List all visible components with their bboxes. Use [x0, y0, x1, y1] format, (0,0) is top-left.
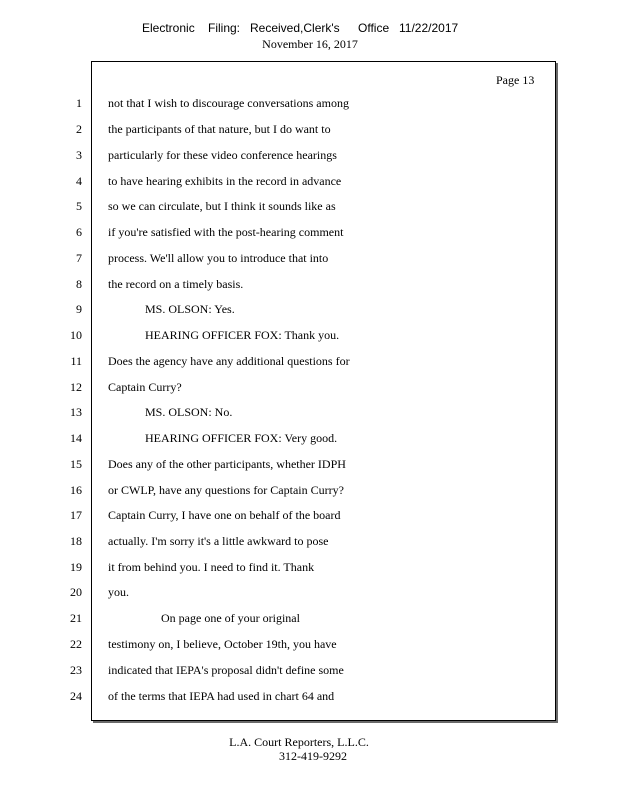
line-number: 19 [70, 560, 82, 574]
line-number: 14 [70, 431, 82, 445]
line-number: 24 [70, 689, 82, 703]
line-number: 6 [76, 225, 82, 239]
line-number: 10 [70, 328, 82, 342]
line-text: process. We'll allow you to introduce that into [108, 251, 329, 265]
line-text: MS. OLSON: No. [145, 405, 233, 419]
line-number: 1 [76, 96, 82, 110]
line-text: so we can circulate, but I think it sounds like as [108, 199, 336, 213]
line-number: 5 [76, 199, 82, 213]
line-number: 13 [70, 405, 82, 419]
line-text: MS. OLSON: Yes. [145, 302, 235, 316]
stamp-word: 11/22/2017 [399, 21, 459, 35]
stamp-word: Electronic [142, 21, 195, 35]
line-number: 23 [70, 663, 82, 677]
line-text: Does the agency have any additional questions for [108, 354, 350, 368]
line-number: 20 [70, 585, 82, 599]
filing-stamp [142, 21, 472, 37]
line-number: 8 [76, 277, 82, 291]
line-text: testimony on, I believe, October 19th, you have [108, 637, 337, 651]
line-number: 22 [70, 637, 82, 651]
line-text: Captain Curry, I have one on behalf of the board [108, 508, 341, 522]
page-number: Page 13 [496, 73, 535, 87]
line-text: of the terms that IEPA had used in chart 64 and [108, 689, 335, 703]
line-text: On page one of your original [161, 611, 300, 625]
line-text: not that I wish to discourage conversations among [108, 96, 349, 110]
line-text: HEARING OFFICER FOX: Very good. [145, 431, 338, 445]
line-number: 4 [76, 174, 82, 188]
line-number: 17 [70, 508, 82, 522]
line-text: or CWLP, have any questions for Captain Curry? [108, 483, 344, 497]
line-text: indicated that IEPA's proposal didn't define some [108, 663, 344, 677]
line-text: the record on a timely basis. [108, 277, 244, 291]
line-number: 7 [76, 251, 82, 265]
line-number: 9 [76, 302, 82, 316]
line-number: 18 [70, 534, 82, 548]
line-text: if you're satisfied with the post-hearing comment [108, 225, 344, 239]
footer-company: L.A. Court Reporters, L.L.C. [229, 735, 369, 749]
transcript-date: November 16, 2017 [262, 37, 358, 51]
line-text: Captain Curry? [108, 380, 182, 394]
line-number: 21 [70, 611, 82, 625]
line-number: 3 [76, 148, 82, 162]
line-text: Does any of the other participants, whether IDPH [108, 457, 346, 471]
stamp-word: Received,Clerk's [250, 21, 340, 35]
line-number: 15 [70, 457, 82, 471]
line-text: particularly for these video conference hearings [108, 148, 337, 162]
line-text: you. [108, 585, 129, 599]
line-text: the participants of that nature, but I do want to [108, 122, 331, 136]
stamp-word: Filing: [208, 21, 241, 35]
stamp-word: Office [358, 21, 390, 35]
line-number: 2 [76, 122, 82, 136]
line-text: it from behind you. I need to find it. Thank [108, 560, 315, 574]
line-text: HEARING OFFICER FOX: Thank you. [145, 328, 340, 342]
line-text: actually. I'm sorry it's a little awkward to pose [108, 534, 329, 548]
line-number: 11 [70, 354, 82, 368]
line-text: to have hearing exhibits in the record in advance [108, 174, 342, 188]
line-number: 16 [70, 483, 82, 497]
line-number: 12 [70, 380, 82, 394]
footer-phone: 312-419-9292 [279, 749, 347, 763]
